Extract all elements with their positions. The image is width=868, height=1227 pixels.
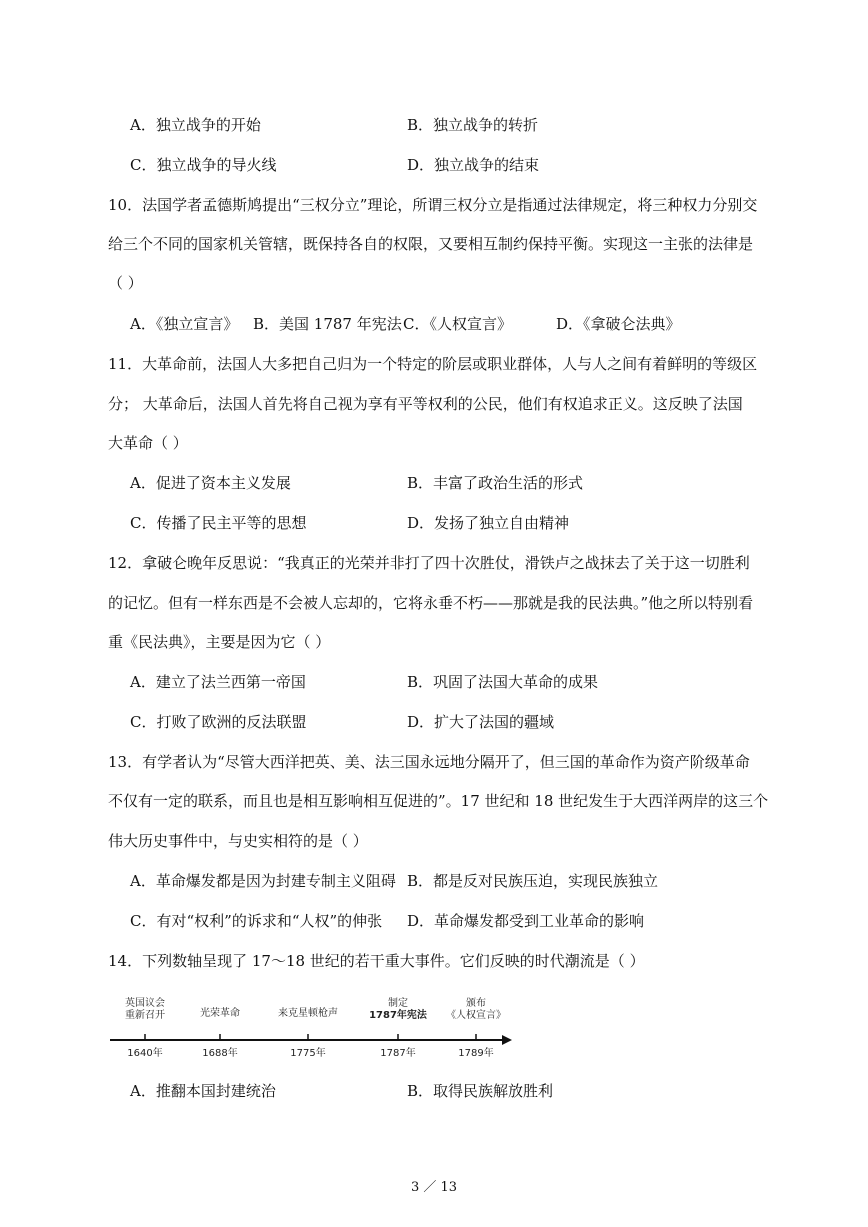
timeline-event-label: 制定 <box>388 998 408 1009</box>
q11-option-a: A．促进了资本主义发展 <box>130 474 291 492</box>
q13-option-c: C．有对“权利”的诉求和“人权”的伸张 <box>130 912 383 930</box>
q10-stem-line-1: 10．法国学者孟德斯鸠提出“三权分立”理论，所谓三权分立是指通过法律规定，将三种权力分别交 <box>108 196 758 214</box>
timeline-year-label: 1775年 <box>290 1048 326 1059</box>
q13-option-a: A．革命爆发都是因为封建专制主义阻碍 <box>130 872 396 890</box>
page-number: 3 ／ 13 <box>410 1180 458 1195</box>
q12-stem-line-2: 的记忆。但有一样东西是不会被人忘却的，它将永垂不朽——那就是我的民法典。”他之所以特别看 <box>108 594 754 612</box>
q11-stem-line-1: 11．大革命前，法国人大多把自己归为一个特定的阶层或职业群体，人与人之间有着鲜明的等级区 <box>108 355 758 373</box>
q10-option-a: A．《独立宣言》 <box>130 315 239 333</box>
q13-option-b: B．都是反对民族压迫，实现民族独立 <box>407 872 659 890</box>
q13-option-d: D．革命爆发都受到工业革命的影响 <box>407 912 645 930</box>
q12-option-d: D．扩大了法国的疆域 <box>407 713 555 731</box>
q14-option-a: A．推翻本国封建统治 <box>130 1082 276 1100</box>
q10-stem-line-2: 给三个不同的国家机关管辖，既保持各自的权限，又要相互制约保持平衡。实现这一主张的法律是 <box>108 235 754 253</box>
q14-stem-line: 14．下列数轴呈现了 17～18 世纪的若干重大事件。它们反映的时代潮流是（ ） <box>108 952 645 970</box>
q11-option-b: B．丰富了政治生活的形式 <box>407 474 584 492</box>
q10-stem-line-3: （ ） <box>108 274 143 292</box>
timeline-year-label: 1640年 <box>127 1048 163 1059</box>
q12-option-b: B．巩固了法国大革命的成果 <box>407 673 599 691</box>
timeline-event-label: 来克星顿枪声 <box>278 1008 338 1019</box>
q9-option-c: C．独立战争的导火线 <box>130 156 277 174</box>
q14-option-b: B．取得民族解放胜利 <box>407 1082 554 1100</box>
q9-option-a: A．独立战争的开始 <box>130 116 261 134</box>
timeline-arrowhead <box>502 1035 512 1045</box>
timeline-event-label: 《人权宣言》 <box>446 1010 506 1021</box>
q13-stem-line-3: 伟大历史事件中，与史实相符的是（ ） <box>108 832 368 850</box>
timeline-event-label: 重新召开 <box>125 1010 165 1021</box>
q13-stem-line-1: 13．有学者认为“尽管大西洋把英、美、法三国永远地分隔开了，但三国的革命作为资产阶级革命 <box>108 753 750 771</box>
q10-option-c: C．《人权宣言》 <box>403 315 512 333</box>
timeline-event-label: 颁布 <box>466 998 486 1009</box>
q12-stem-line-3: 重《民法典》，主要是因为它（ ） <box>108 633 331 651</box>
q12-option-a: A．建立了法兰西第一帝国 <box>130 673 306 691</box>
timeline-svg <box>108 994 520 1064</box>
q9-option-d: D．独立战争的结束 <box>407 156 540 174</box>
q10-option-b: B．美国 1787 年宪法 <box>253 315 402 333</box>
q11-stem-line-2: 分； 大革命后，法国人首先将自己视为享有平等权利的公民，他们有权追求正义。这反映了法国 <box>108 395 743 413</box>
q12-option-c: C．打败了欧洲的反法联盟 <box>130 713 307 731</box>
timeline-year-label: 1787年 <box>380 1048 416 1059</box>
q13-stem-line-2: 不仅有一定的联系，而且也是相互影响相互促进的”。17 世纪和 18 世纪发生于大西洋两岸的这三个 <box>108 792 769 810</box>
q11-stem-line-3: 大革命（ ） <box>108 434 188 452</box>
timeline-year-label: 1688年 <box>202 1048 238 1059</box>
q14-timeline-figure <box>108 994 520 1064</box>
timeline-event-label: 1787年宪法 <box>369 1010 427 1021</box>
timeline-year-label: 1789年 <box>458 1048 494 1059</box>
q9-option-b: B．独立战争的转折 <box>407 116 539 134</box>
timeline-event-label: 光荣革命 <box>200 1008 240 1019</box>
q12-stem-line-1: 12．拿破仑晚年反思说：“我真正的光荣并非打了四十次胜仗，滑铁卢之战抹去了关于这一切胜利 <box>108 554 750 572</box>
q11-option-c: C．传播了民主平等的思想 <box>130 514 307 532</box>
q10-option-d: D．《拿破仑法典》 <box>556 315 681 333</box>
q11-option-d: D．发扬了独立自由精神 <box>407 514 570 532</box>
timeline-event-label: 英国议会 <box>125 998 165 1009</box>
